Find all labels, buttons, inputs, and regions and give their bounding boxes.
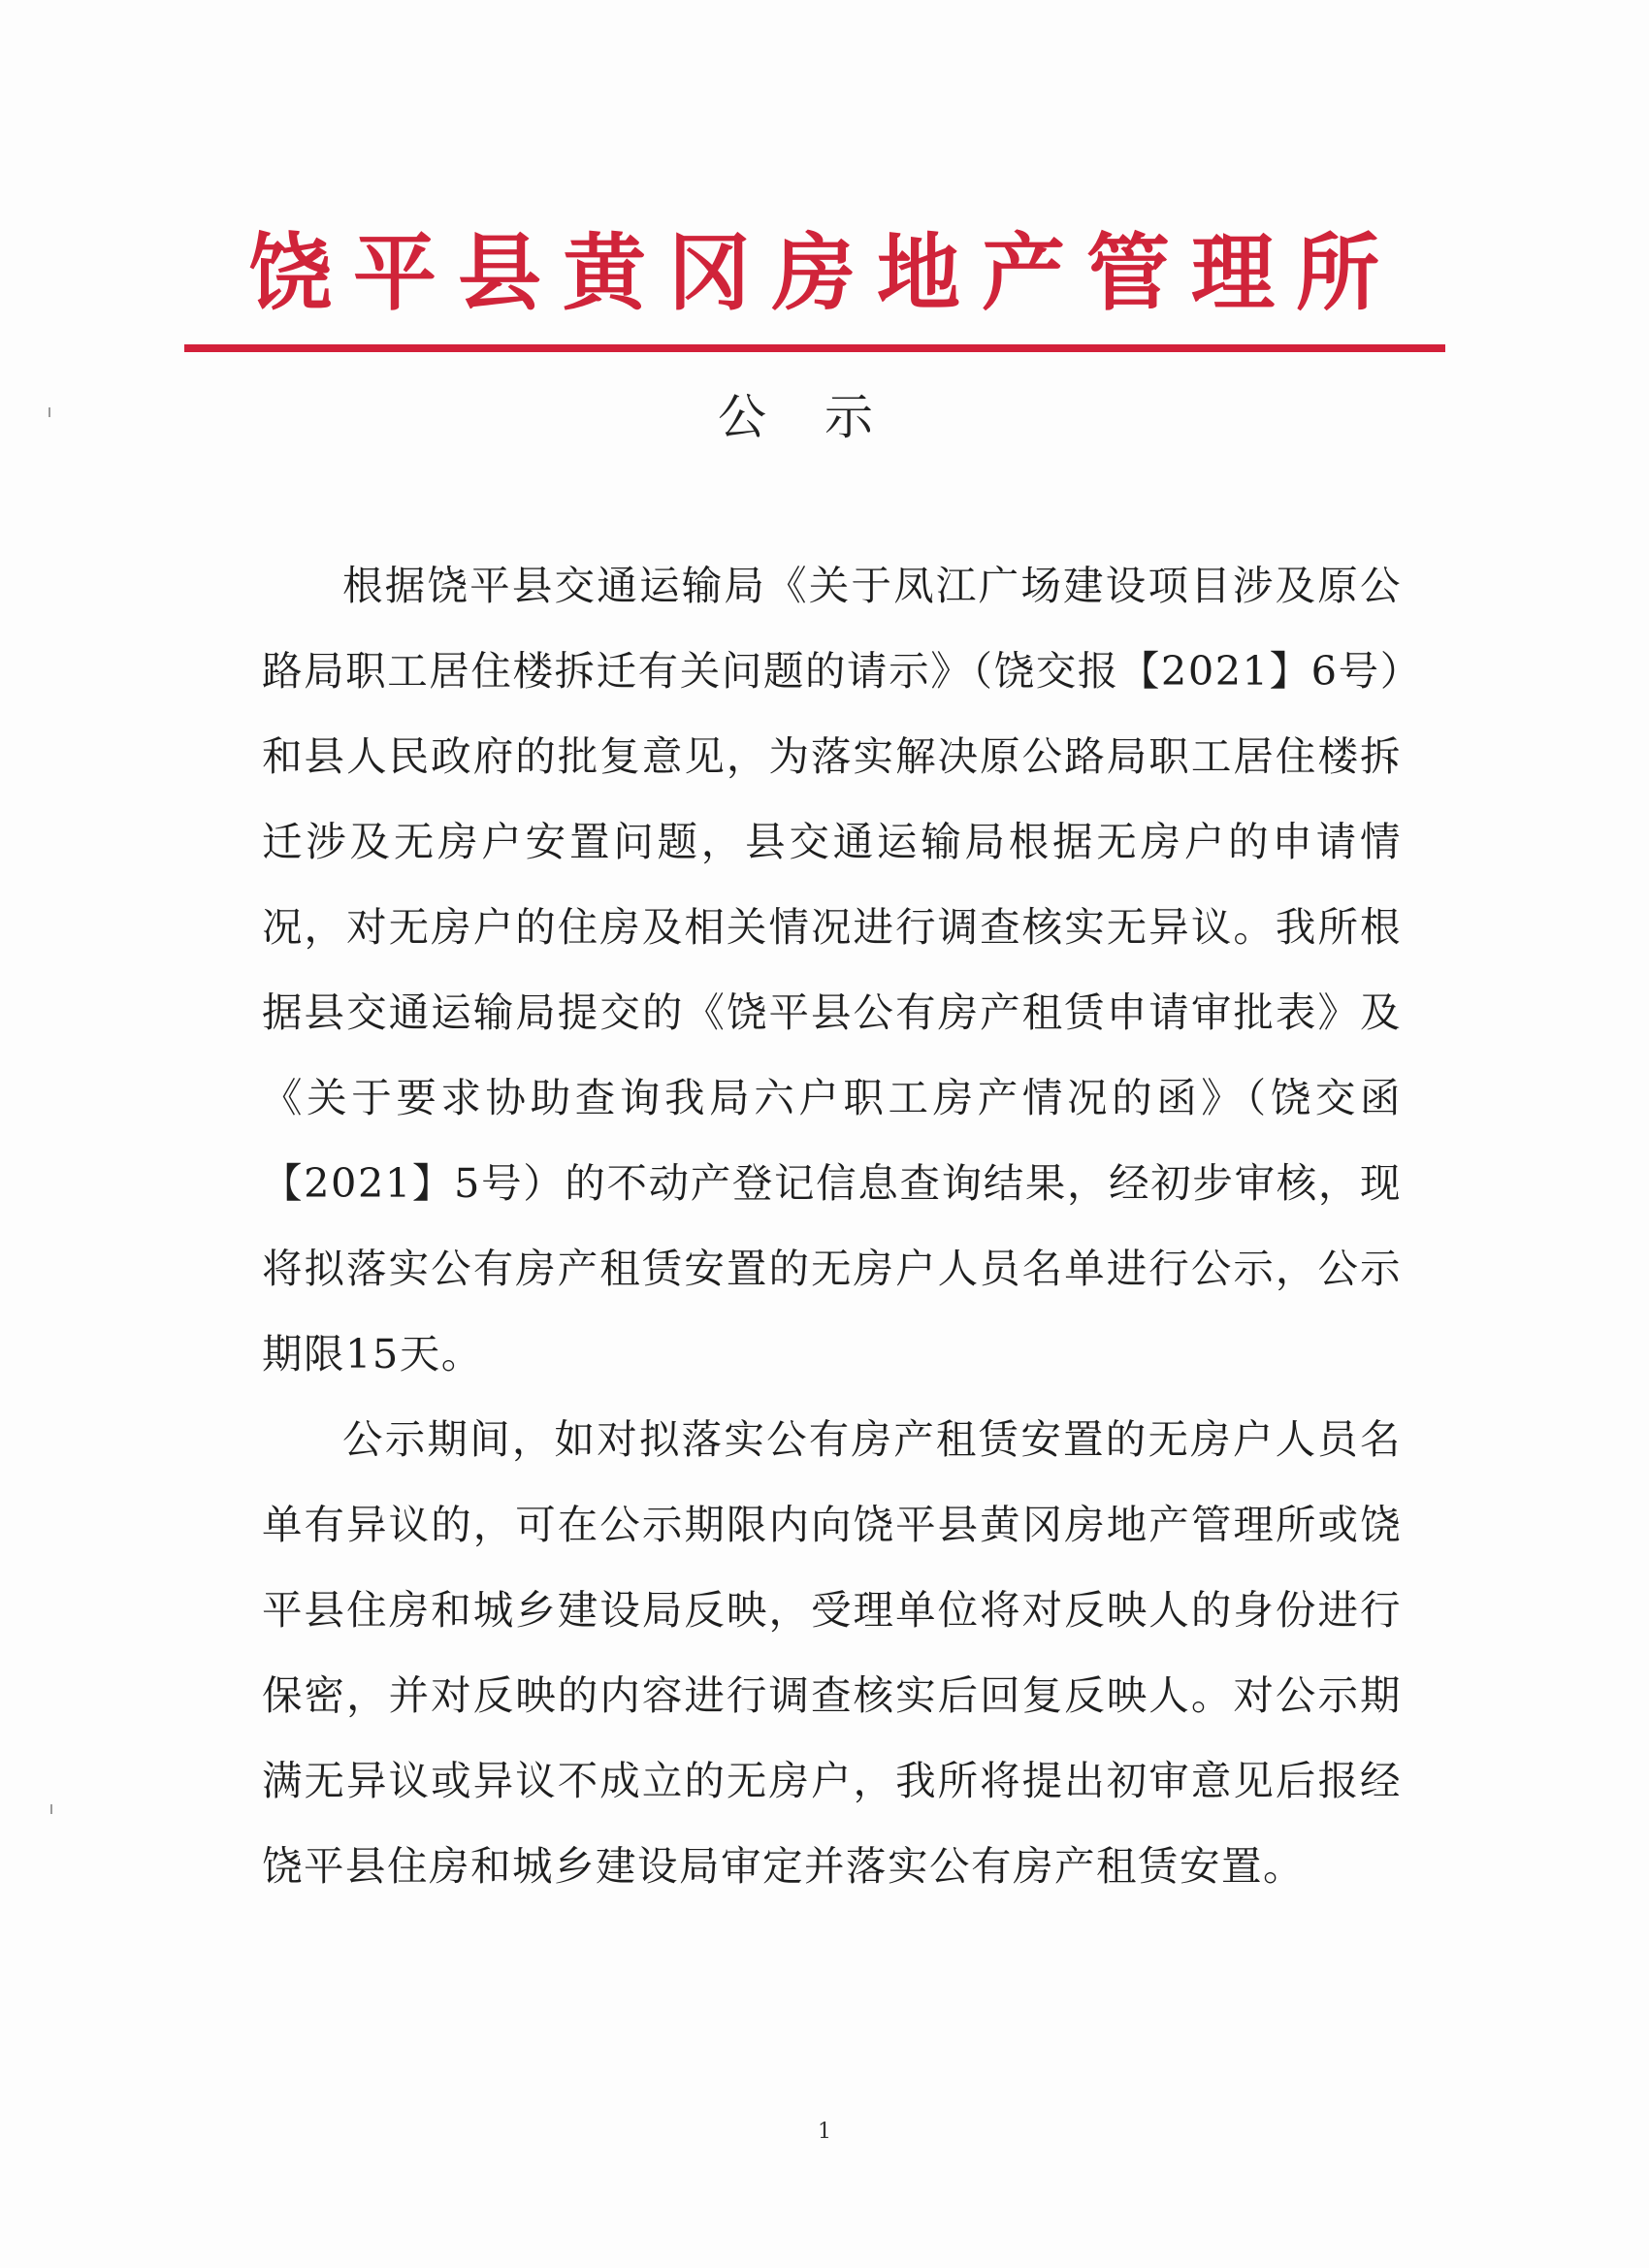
scan-speck (50, 1804, 52, 1814)
paragraph-2: 公示期间，如对拟落实公有房产租赁安置的无房户人员名单有异议的，可在公示期限内向饶平县黄冈房地产管理所或饶平县住房和城乡建设局反映，受理单位将对反映人的身份进行保密，并对反映的内容进行调查核实后回复反映人。对公示期满无异议或异议不成立的无房户，我所将提出初审意见后报经饶平县住房和城乡建设局审定并落实公有房产租赁安置。 (262, 1415, 1402, 1890)
organization-header: 饶平县黄冈房地产管理所 (248, 224, 1401, 322)
header-red-rule (184, 344, 1445, 352)
page-number: 1 (818, 2120, 831, 2144)
notice-title: 公示 (718, 389, 931, 445)
scan-speck (48, 407, 50, 417)
notice-body (262, 543, 1402, 1909)
paragraph-1: 根据饶平县交通运输局《关于凤江广场建设项目涉及原公路局职工居住楼拆迁有关问题的请示》（饶交报【2021】6号）和县人民政府的批复意见，为落实解决原公路局职工居住楼拆迁涉及无房户安置问题，县交通运输局根据无房户的申请情况，对无房户的住房及相关情况进行调查核实无异议。我所根据县交通运输局提交的《饶平县公有房产租赁申请审批表》及《关于要求协助查询我局六户职工房产情况的函》（饶交函【2021】5号）的不动产登记信息查询结果，经初步审核，现将拟落实公有房产租赁安置的无房户人员名单进行公示，公示期限15天。 (262, 562, 1402, 1377)
